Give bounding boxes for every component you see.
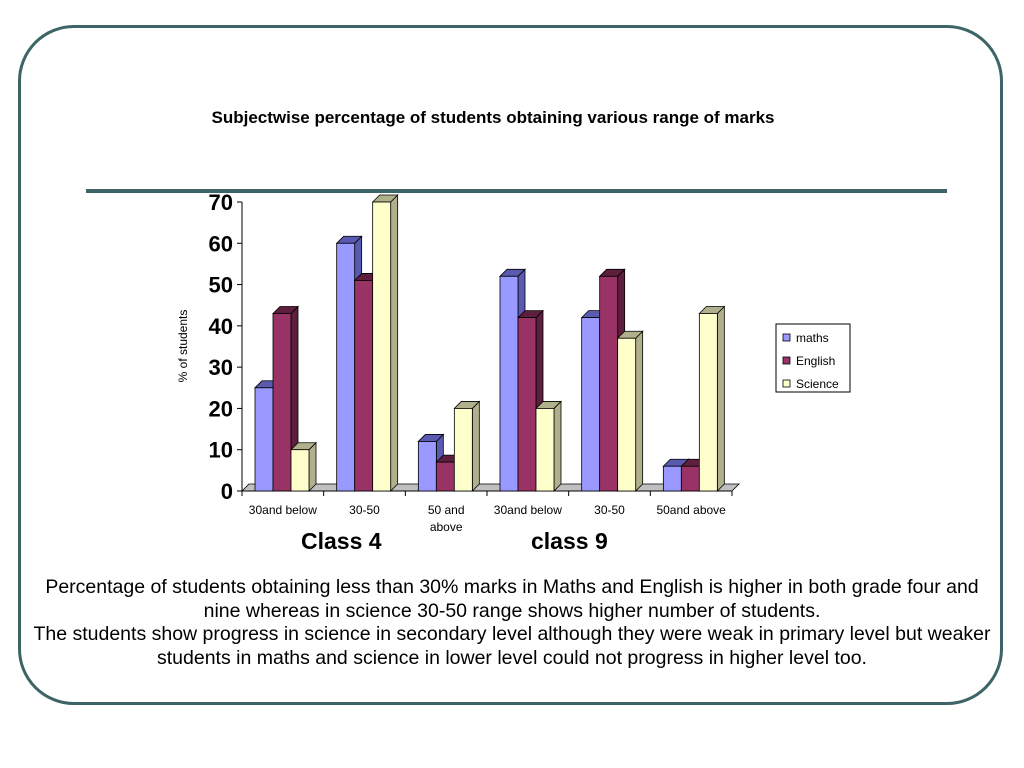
legend-label-science: Science: [796, 377, 839, 391]
bar-science-0-side: [309, 443, 316, 491]
bar-science-4-side: [636, 331, 643, 491]
group-label-class-9: class 9: [531, 528, 608, 554]
x-tick-label: 30and below: [493, 503, 562, 517]
x-tick-label: 30and below: [248, 503, 317, 517]
bar-science-5-side: [717, 306, 724, 491]
bar-science-2-side: [472, 401, 479, 491]
note-paragraph-2: The students show progress in science in secondary level although they were weak in primary level but weaker students in maths and science in lower level could not progress in higher level too.: [33, 623, 991, 669]
bar-science-2: [454, 408, 472, 491]
bar-science-3: [536, 408, 554, 491]
y-tick-label: 70: [208, 190, 233, 215]
legend-swatch-english: [783, 357, 790, 364]
group-label-class-4: Class 4: [301, 528, 382, 554]
y-tick-label: 20: [208, 396, 233, 422]
bar-maths-0: [255, 388, 273, 491]
x-tick-label: 30-50: [594, 503, 625, 517]
bar-english-2: [436, 462, 454, 491]
group-labels: [0, 528, 1024, 558]
chart-title: Subjectwise percentage of students obtaining various range of marks: [211, 108, 775, 127]
bar-maths-3: [500, 276, 518, 491]
bar-science-0: [291, 450, 309, 491]
bar-english-1: [355, 280, 373, 491]
bar-science-3-side: [554, 401, 561, 491]
legend-swatch-science: [783, 380, 790, 387]
bar-science-1: [373, 202, 391, 491]
observation-notes: [30, 576, 994, 670]
note-paragraph-1: Percentage of students obtaining less than 30% marks in Maths and English is higher in both grade four and nine whereas in science 30-50 range shows higher number of students.: [45, 576, 979, 622]
bar-english-3: [518, 318, 536, 491]
bar-science-4: [618, 338, 636, 491]
bar-english-4: [600, 276, 618, 491]
bar-maths-2: [418, 441, 436, 491]
legend-swatch-maths: [783, 334, 790, 341]
bar-maths-1: [337, 243, 355, 491]
bar-science-1-side: [391, 195, 398, 491]
x-tick-label: 30-50: [349, 503, 380, 517]
bar-english-5: [681, 466, 699, 491]
bar-maths-5: [663, 466, 681, 491]
legend-label-maths: maths: [796, 331, 829, 345]
y-tick-label: 10: [208, 437, 233, 463]
y-axis-title: % of students: [176, 309, 190, 383]
y-tick-label: 60: [208, 231, 233, 257]
y-tick-label: 40: [208, 313, 233, 339]
y-tick-label: 0: [220, 479, 233, 504]
y-tick-label: 50: [208, 272, 233, 298]
x-tick-label: 50and above: [656, 503, 726, 517]
legend-label-english: English: [796, 354, 836, 368]
bar-english-0: [273, 313, 291, 491]
x-tick-label: 50 and above: [427, 503, 465, 534]
bar-maths-4: [582, 318, 600, 491]
y-tick-label: 30: [208, 355, 233, 381]
bar-science-5: [699, 313, 717, 491]
